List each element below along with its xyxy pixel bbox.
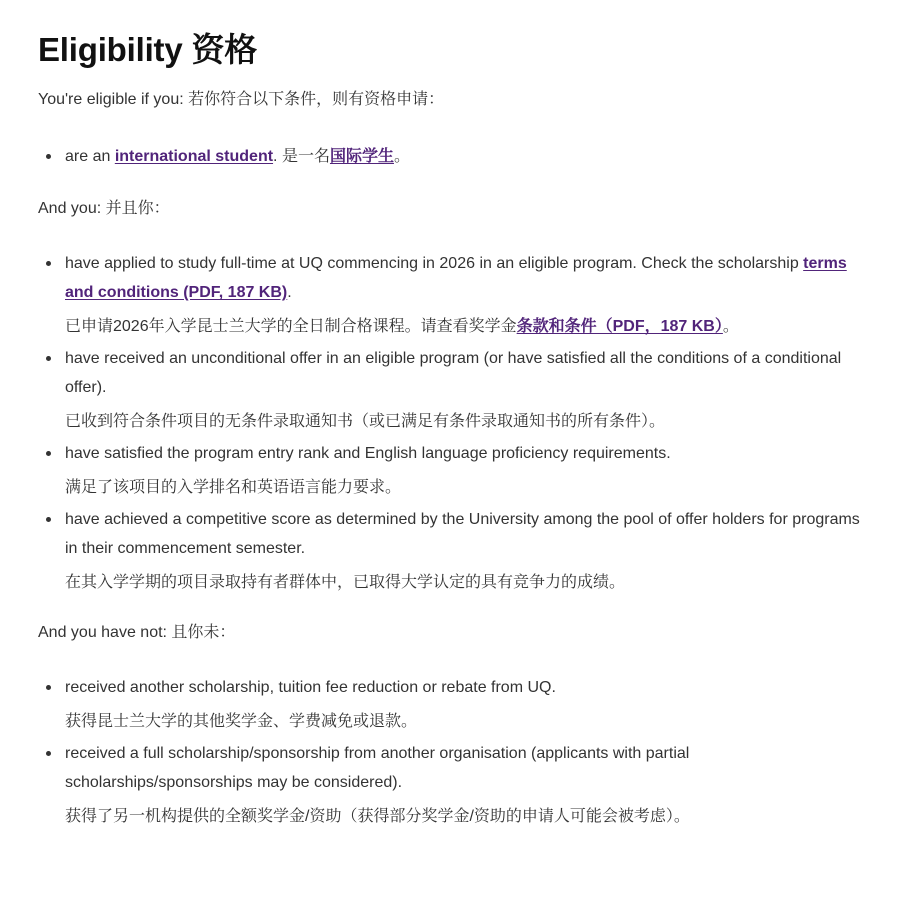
- item-text-en: have received an unconditional offer in an eligible program (or have satisfied all the conditions of a conditional offer).: [65, 350, 842, 396]
- page-title: Eligibility 资格: [38, 31, 258, 68]
- terms-conditions-link-zh[interactable]: 条款和条件（PDF，187 KB）: [516, 318, 723, 335]
- list-item: [38, 344, 860, 436]
- and-not-list: [38, 673, 860, 831]
- list-item: [38, 249, 860, 341]
- and-you-list: [38, 249, 860, 597]
- international-student-link[interactable]: international student: [114, 148, 274, 165]
- item-text-zh: 获得昆士兰大学的其他奖学金、学费减免或退款。: [65, 713, 418, 730]
- item-text-zh: 在其入学学期的项目录取持有者群体中，已取得大学认定的具有竞争力的成绩。: [65, 574, 626, 591]
- item-text-en: have applied to study full-time at UQ commencing in 2026 in an eligible program. Check the scholarship terms and conditions (PDF, 187 KB).: [65, 255, 847, 301]
- list-item: [38, 673, 860, 736]
- list-item: [38, 439, 860, 502]
- item-text-en: received a full scholarship/sponsorship from another organisation (applicants with partial scholarships/sponsorships may be considered).: [65, 745, 690, 791]
- item-text-zh: 已申请2026年入学昆士兰大学的全日制合格课程。请查看奖学金条款和条件（PDF，187 KB）。: [65, 318, 739, 335]
- intro-text: You're eligible if you: 若你符合以下条件，则有资格申请：: [38, 91, 445, 108]
- and-not-label: And you have not: 且你未：: [38, 624, 236, 641]
- item-text-zh: 已收到符合条件项目的无条件录取通知书（或已满足有条件录取通知书的所有条件）。: [65, 413, 666, 430]
- terms-conditions-link[interactable]: terms and conditions (PDF, 187 KB): [65, 255, 847, 301]
- list-item: [38, 505, 860, 597]
- eligibility-list: [38, 142, 860, 171]
- international-student-link-zh[interactable]: 国际学生: [329, 148, 394, 165]
- and-you-label: And you: 并且你：: [38, 200, 170, 217]
- item-text-en: received another scholarship, tuition fee reduction or rebate from UQ.: [65, 679, 556, 696]
- item-text-en: have achieved a competitive score as determined by the University among the pool of offer holders for programs in their commencement semester.: [65, 511, 860, 557]
- item-text-zh: 满足了该项目的入学排名和英语语言能力要求。: [65, 479, 402, 496]
- list-item: [38, 739, 860, 831]
- item-text-en: have satisfied the program entry rank and English language proficiency requirements.: [65, 445, 671, 462]
- item-text-zh: 获得了另一机构提供的全额奖学金/资助（获得部分奖学金/资助的申请人可能会被考虑）。: [65, 808, 690, 825]
- list-item-international-student: are an international student. 是一名国际学生。: [38, 142, 860, 171]
